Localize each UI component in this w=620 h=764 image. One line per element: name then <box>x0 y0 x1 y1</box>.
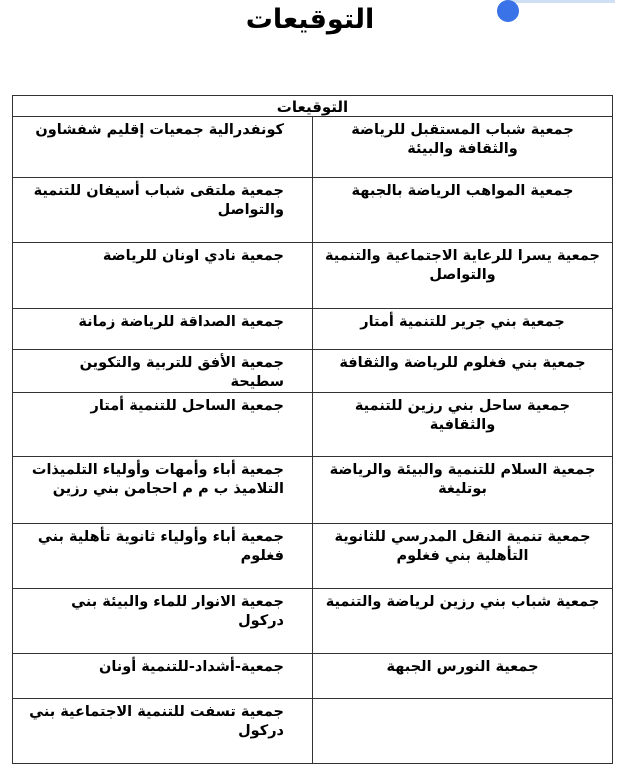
signature-cell-right: جمعية شباب بني رزين لرياضة والتنمية <box>313 589 613 654</box>
signature-cell-left: جمعية ملتقى شباب أسيفان للتنمية والتواصل <box>13 178 313 243</box>
table-row <box>13 457 613 524</box>
signature-cell-left: جمعية تسفت للتنمية الاجتماعية بني دركول <box>13 699 313 764</box>
signature-cell-right: جمعية تنمية النقل المدرسي للثانوية التأهلية بني فغلوم <box>313 524 613 589</box>
signature-cell-left: جمعية أباء وأولياء ثانوية تأهلية بني فغلوم <box>13 524 313 589</box>
signature-cell-left: كونفدرالية جمعيات إقليم شفشاون <box>13 117 313 178</box>
signature-cell-right: جمعية النورس الجبهة <box>313 654 613 699</box>
signature-cell-left: جمعية أباء وأمهات وأولياء التلميذات التلاميذ ب م م احجامن بني رزين <box>13 457 313 524</box>
signature-cell-right: جمعية شباب المستقبل للرياضة والثقافة والبيئة <box>313 117 613 178</box>
signature-cell-left: جمعية الساحل للتنمية أمتار <box>13 393 313 457</box>
signature-cell-right: جمعية بني جرير للتنمية أمتار <box>313 309 613 350</box>
table-row <box>13 699 613 764</box>
signature-cell-right: جمعية ساحل بني رزين للتنمية والثقافية <box>313 393 613 457</box>
signature-cell-left: جمعية الأفق للتربية والتكوين سطيحة <box>13 350 313 393</box>
signature-cell-left: جمعية-أشداد-للتنمية أونان <box>13 654 313 699</box>
table-row <box>13 654 613 699</box>
table-row <box>13 178 613 243</box>
table-row <box>13 243 613 309</box>
signature-cell-left: جمعية نادي اونان للرياضة <box>13 243 313 309</box>
signature-cell-left: جمعية الانوار للماء والبيئة بني دركول <box>13 589 313 654</box>
table-row <box>13 309 613 350</box>
signatures-table <box>12 95 613 764</box>
signature-cell-right <box>313 699 613 764</box>
table-header: التوقيعات <box>13 96 613 117</box>
signature-cell-right: جمعية المواهب الرياضة بالجبهة <box>313 178 613 243</box>
table-row <box>13 117 613 178</box>
page-title: التوقيعات <box>245 4 375 35</box>
table-row <box>13 393 613 457</box>
signature-cell-right: جمعية السلام للتنمية والبيئة والرياضة بوتليغة <box>313 457 613 524</box>
table-row <box>13 589 613 654</box>
signature-cell-right: جمعية بني فغلوم للرياضة والثقافة <box>313 350 613 393</box>
signature-cell-left: جمعية الصداقة للرياضة زمانة <box>13 309 313 350</box>
table-header-row <box>13 96 613 117</box>
signature-cell-right: جمعية يسرا للرعاية الاجتماعية والتنمية والتواصل <box>313 243 613 309</box>
table-row <box>13 350 613 393</box>
table-row <box>13 524 613 589</box>
